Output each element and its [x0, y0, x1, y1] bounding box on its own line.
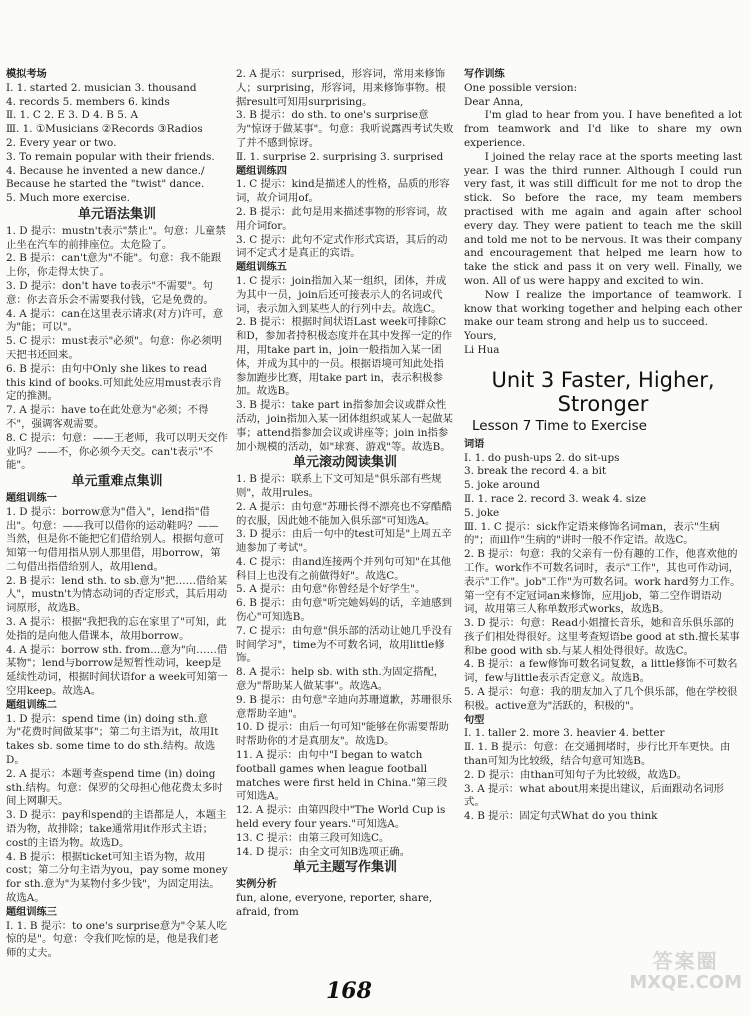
- section-title: 单元重难点集训: [71, 474, 163, 490]
- answer-line: 6. B 提示：由句中Only she likes to read this kind of books.可知此处应用must表示肯定的推测。: [6, 362, 223, 403]
- answer-line: Ⅱ. 1. B 提示：句意：在交通拥堵时，步行比开车更快。由than可知为比较级，结合句意可知选B。: [464, 741, 731, 768]
- answer-line: 11. A 提示：由句中"I began to watch football games when league football matches were first held in China."第三段可知选A。: [236, 749, 448, 803]
- section-heading: 题组训练一: [6, 492, 57, 504]
- watermark-logo: 答案圈: [652, 949, 719, 973]
- answer-line: 8. A 提示：help sb. with sth.为固定搭配，意为"帮助某人做某事"。故选A。: [236, 666, 445, 693]
- answer-line: 2. A 提示：由句意"苏珊长得不漂亮也不穿酷酷的衣服，因此她不能加入俱乐部"可知选A。: [236, 500, 452, 527]
- answer-line: 3. B 提示：take part in指参加会议或群众性活动，join指加入某一团体组织或某人一起做某事；attend指参加会议或讲座等；join in指参加小规模的活动，如"球赛、游戏"等。故选B。: [236, 399, 453, 453]
- answer-line: 6. B 提示：由句意"听完她妈妈的话，辛迪感到伤心"可知选B。: [236, 597, 452, 624]
- section-title: 单元主题写作集训: [292, 860, 397, 876]
- answer-line: 3. A 提示：what about用来提出建议，后面跟动名词形式。: [464, 782, 724, 809]
- answer-line: 14. D 提示：由全文可知B选项正确。: [236, 845, 411, 858]
- answer-line: 4. B 提示：固定句式What do you think: [464, 810, 658, 823]
- answer-line: 8. C 提示：句意：——王老师，我可以明天交作业吗？——不，你必须今天交。can't表示"不能"。: [6, 431, 228, 472]
- answer-line: 4. Because he invented a new dance./ Because he started the "twist" dance.: [6, 164, 205, 191]
- answer-line: 4. B 提示：a few修饰可数名词复数，a little修饰不可数名词，few与little表示否定意义。故选B。: [464, 658, 738, 685]
- letter-signoff: Li Hua: [464, 343, 500, 356]
- lesson-title: Lesson 7 Time to Exercise: [472, 417, 647, 434]
- answer-line: 4. B 提示：根据ticket可知主语为物，故用cost；第二分句主语为you，pay some money for sth.意为"为某物付多少钱"，为固定用法。故选A。: [6, 850, 228, 905]
- column-right: [464, 68, 742, 824]
- watermark: [629, 950, 742, 994]
- answer-line: 2. A 提示：本题考查spend time (in) doing sth.结构。句意：保罗的父母担心他花费太多时间上网聊天。: [6, 767, 223, 808]
- section-heading: 题组训练四: [236, 165, 287, 177]
- answer-line: 1. C 提示：kind是描述人的性格，品质的形容词，故介词用of。: [236, 178, 450, 205]
- answer-line: 5. Much more exercise.: [6, 192, 130, 205]
- answer-line: 2. B 提示：根据时间状语Last week可排除C和D，参加者持积极态度并在其中发挥一定的作用，用take part in，join一般指加入某一团体，并成为其中的一员。根据语境可知此处指参加跑步比赛，用take part in，表示积极参加。故选B。: [236, 316, 453, 398]
- section-title: 单元语法集训: [77, 206, 156, 222]
- answer-line: 3. To remain popular with their friends.: [6, 150, 215, 163]
- answer-line: 7. A 提示：have to在此处意为"必须；不得不"，强调客观需要。: [6, 404, 209, 430]
- answer-line: 4. A 提示：can在这里表示请求(对方)许可，意为"能；可以"。: [6, 307, 224, 334]
- answer-line: 1. C 提示：join指加入某一组织，团体，并成为其中一员，join后还可接表示人的名词或代词，表示加入到某些人的行列中去。故选C。: [236, 274, 447, 315]
- answer-line: 2. Every year or two.: [6, 136, 117, 149]
- answer-line: 3. C 提示：此句不定式作形式宾语，其后的动词不定式才是真正的宾语。: [236, 233, 448, 260]
- answer-line: Ⅰ. 1. started 2. musician 3. thousand: [6, 81, 197, 94]
- answer-line: 4. C 提示：由and连接两个并列句可知"在其他科目上也没有之前做得好"。故选C。: [236, 555, 452, 582]
- unit-title: Unit 3 Faster, Higher, Stronger: [491, 367, 715, 416]
- letter-paragraph: Now I realize the importance of teamwork. I know that working together and helping each other make our team strong and help us to succeed.: [464, 288, 742, 329]
- answer-line: 5. A 提示：句意：我的朋友加入了几个俱乐部，他在学校很积极。active意为"活跃的，积极的"。: [464, 686, 738, 712]
- page-number: 168: [326, 978, 372, 1004]
- answer-line: 1. B 提示：联系上下文可知是"俱乐部有些规则"，故用rules。: [236, 473, 442, 499]
- answer-line: 1. D 提示：borrow意为"借入"，lend指"借出"。句意：——我可以借你的运动鞋吗？——当然，但是你不能把它们借给别人。根据句意可知第一句借用指从别人那里借，用borrow，第二句借出指借给别人，故用lend。: [6, 505, 225, 573]
- answer-line: 2. B 提示：句意：我的父亲有一份有趣的工作，他喜欢他的工作。work作不可数名词时，表示"工作"，其也可作动词，表示"工作"。job"工作"为可数名词。work hard努力工作。第一空有不定冠词an来修饰，应用job，第二空作谓语动词，故用第三人称单数形式works，故选B。: [464, 548, 741, 616]
- answer-line: 2. B 提示：lend sth. to sb.意为"把……借给某人"，mustn't为情态动词的否定形式，其后用动词原形，故选B。: [6, 574, 228, 615]
- section-heading: 题组训练三: [6, 906, 57, 918]
- answer-line: Ⅱ. 1. C 2. E 3. D 4. B 5. A: [6, 109, 138, 122]
- section-heading: 词语: [464, 438, 485, 450]
- answer-line: 3. A 提示：根据"我把我的忘在家里了"可知，此处指的是向他人借课本，故用borrow。: [6, 616, 227, 642]
- answer-line: 3. D 提示：don't have to表示"不需要"。句意：你去音乐会不需要我付钱，它是免费的。: [6, 279, 214, 306]
- section-heading: 模拟考场: [6, 69, 47, 80]
- section-heading: 实例分析: [236, 879, 277, 891]
- answer-line: 2. A 提示：surprised，形容词，常用来修饰人；surprising，形容词，用来修饰事物。根据result可知用surprising。: [236, 68, 446, 108]
- column-middle: [236, 68, 454, 920]
- answer-line: 3. B 提示：do sth. to one's surprise意为"惊讶于做某事"。句意：我听说露西考试失败了并不感到惊讶。: [236, 109, 454, 149]
- answer-line: 12. A 提示：由第四段中"The World Cup is held every four years."可知选A。: [236, 804, 446, 831]
- answer-line: 2. D 提示：由than可知句子为比较级，故选D。: [464, 768, 688, 781]
- answer-line: 1. D 提示：mustn't表示"禁止"。句意：儿童禁止坐在汽车的前排座位。太危险了。: [6, 224, 226, 251]
- answer-line: Ⅰ. 1. do push-ups 2. do sit-ups: [464, 451, 620, 464]
- answer-line: 1. D 提示：spend time (in) doing sth.意为"花费时间做某事"；第二句主语为it，故用It takes sb. some time to do sth.结构。故选D。: [6, 712, 219, 767]
- answer-line: Ⅰ. 1. B 提示：to one's surprise意为"令某人吃惊的是"。句意：令我们吃惊的是，他是我们老师的丈夫。: [6, 919, 227, 960]
- section-heading: 题组训练二: [6, 699, 57, 711]
- answer-line: 5. joke: [464, 506, 500, 519]
- column-left: [6, 68, 228, 961]
- watermark-url: MXQE.COM: [629, 972, 742, 993]
- answer-line: 10. D 提示：由后一句可知"能够在你需要帮助时帮助你的才是真朋友"。故选D。: [236, 721, 449, 748]
- answer-line: Ⅲ. 1. ①Musicians ②Records ③Radios: [6, 123, 203, 136]
- letter-paragraph: I'm glad to hear from you. I have benefited a lot from teamwork and I'd like to share my own experience.: [464, 109, 742, 149]
- answer-line: 3. D 提示：句意：Read小姐擅长音乐，她和音乐俱乐部的孩子们相处得很好。这里考查短语be good at sth.擅长某事和be good with sb.与某人相处得很好。故选C。: [464, 617, 740, 657]
- letter-signoff: Yours,: [464, 330, 497, 343]
- answer-line: 3. D 提示：pay和spend的主语都是人，本题主语为物，故排除；take通常用it作形式主语；cost的主语为物。故选D。: [6, 809, 227, 849]
- answer-line: 5. C 提示：must表示"必须"。句意：你必须明天把书还回来。: [6, 335, 222, 361]
- answer-line: 3. break the record 4. a bit: [464, 465, 607, 478]
- answer-line: 5. joke around: [464, 479, 540, 492]
- answer-line: 13. C 提示：由第三段可知选C。: [236, 831, 390, 844]
- answer-line: Dear Anna,: [464, 95, 524, 108]
- answer-line: One possible version:: [464, 81, 578, 94]
- answer-line: Ⅲ. 1. C 提示：sick作定语来修饰名词man，表示"生病的"；而ill作"生病的"讲时一般不作定语。故选C。: [464, 520, 720, 547]
- answer-line: Ⅱ. 1. surprise 2. surprising 3. surprised: [236, 150, 444, 163]
- section-title: 单元滚动阅读集训: [292, 455, 397, 471]
- answer-line: fun, alone, everyone, reporter, share, afraid, from: [236, 892, 433, 918]
- answer-line: Ⅱ. 1. race 2. record 3. weak 4. size: [464, 492, 647, 505]
- answer-line: 9. B 提示：由句意"辛迪向苏珊道歉，苏珊很乐意帮助辛迪"。: [236, 693, 452, 720]
- answer-line: 4. records 5. members 6. kinds: [6, 95, 170, 108]
- answer-line: 7. C 提示：由句意"俱乐部的活动让她几乎没有时间学习"，time为不可数名词，故用little修饰。: [236, 624, 453, 665]
- answer-line: 3. D 提示：由后一句中的test可知是"上周五辛迪参加了考试"。: [236, 528, 452, 555]
- answer-line: 2. B 提示：此句是用来描述事物的形容词，故用介词for。: [236, 205, 448, 232]
- section-heading: 句型: [464, 714, 485, 726]
- answer-line: Ⅰ. 1. taller 2. more 3. heavier 4. better: [464, 727, 665, 740]
- lesson-answers: [464, 438, 742, 824]
- section-heading: 题组训练五: [236, 262, 287, 274]
- answer-line: 4. A 提示：borrow sth. from...意为"向……借某物"；lend与borrow是短暂性动词，keep是延续性动词，根据时间状语for a week可知第一空用keep。故选A。: [6, 643, 228, 698]
- answer-line: 2. B 提示：can't意为"不能"。句意：我不能跟上你，你走得太快了。: [6, 252, 222, 279]
- writing-sample: [464, 68, 742, 358]
- section-heading: 写作训练: [464, 69, 505, 80]
- answer-line: 5. A 提示：由句意"你曾经是个好学生"。: [236, 583, 426, 596]
- letter-paragraph: I joined the relay race at the sports meeting last year. I was the third runner. Although I could run very fast, it was still difficult for me not to drop the stick. So before the race, my team members practised with me again and again after school every day. They were patient to teach me the skill and told me not to be nervous. It was their company and encouragement that helped me learn how to take the stick and pass it on very well. Finally, we won. All of us were happy and excited to win.: [464, 150, 742, 287]
